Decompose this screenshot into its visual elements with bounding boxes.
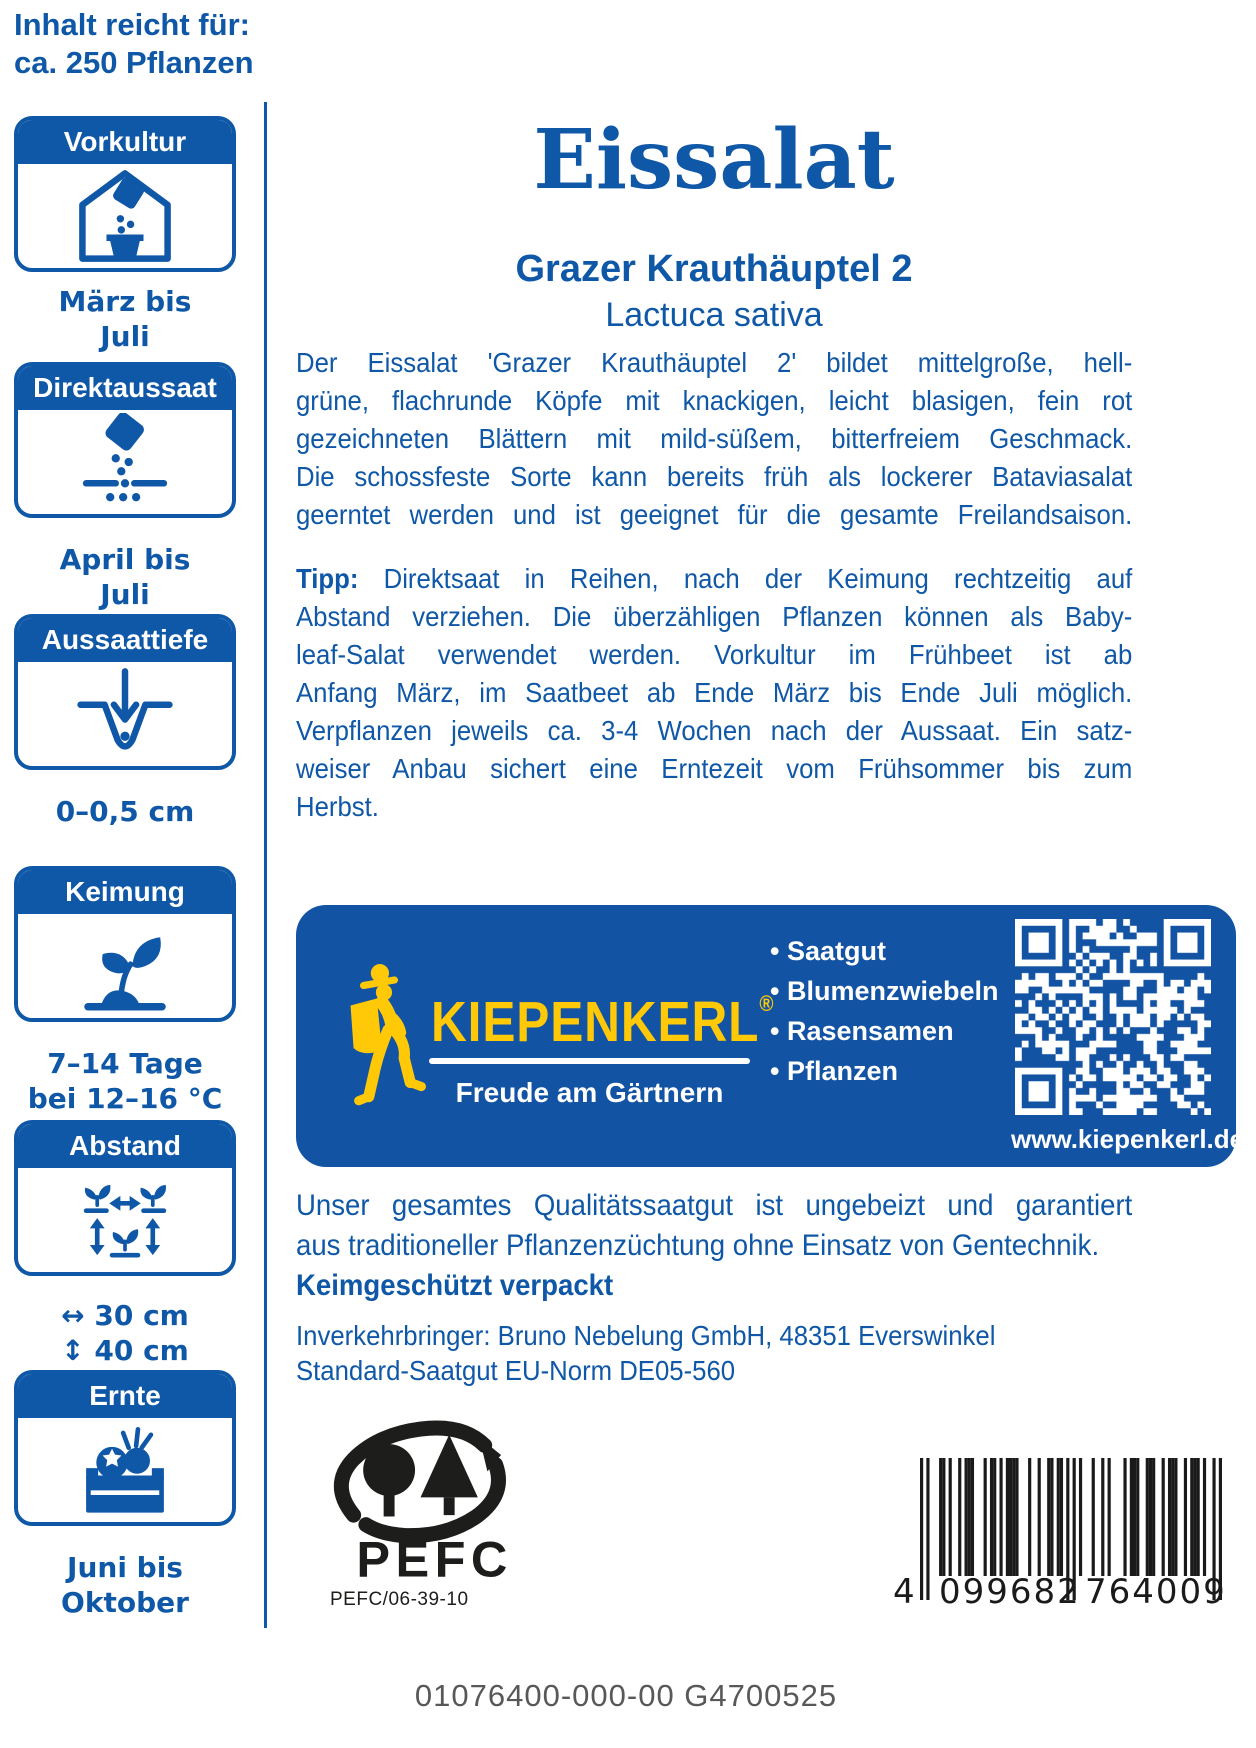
tip-label: Tipp:: [296, 563, 359, 594]
card-caption-ernte: Juni bis Oktober: [61, 1551, 189, 1619]
card-caption-direktaussaat: April bis Juli: [59, 543, 191, 611]
sowing-depth-icon: [18, 662, 232, 766]
brand-underline: [429, 1058, 750, 1064]
card-caption-abstand: ↔ 30 cm ↕ 40 cm: [61, 1299, 189, 1367]
svg-text:PEFC: PEFC: [356, 1530, 513, 1582]
brand-slogan: Freude am Gärtnern: [455, 1077, 724, 1108]
card-title: Direktaussaat: [18, 366, 232, 410]
tip-paragraph: Tipp: Direktsaat in Reihen, nach der Keimung rechtzeitig auf Abstand verziehen. Die überzähligen Pflanzen können als Baby- leaf-Salat verwendet werden. Vorkultur im Frühbeet ist ab Anfang März, im Saatbeet ab Ende März bis Ende Juli möglich. Verpflanzen jeweils ca. 3-4 Wochen nach der Aussaat. Ein satz- weiser Anbau sichert eine Erntezeit vom Frühsommer bis zum Herbst.: [296, 563, 1133, 822]
botanical-name: Lactuca sativa: [605, 296, 823, 334]
website-url: www.kiepenkerl.de: [1011, 1124, 1245, 1154]
kiepenkerl-figure-icon: [346, 961, 430, 1123]
card-title: Aussaattiefe: [18, 618, 232, 662]
content-amount: [14, 6, 254, 82]
norm-line: Standard-Saatgut EU-Norm DE05-560: [296, 1355, 736, 1386]
sidebar-card-ernte: [14, 1370, 236, 1526]
variety-name: Grazer Krauthäuptel 2: [515, 248, 913, 290]
sidebar-card-direktaussaat: [14, 362, 236, 518]
card-title: Vorkultur: [18, 120, 232, 164]
distributor-info: [296, 1318, 1132, 1388]
direct-sowing-icon: [18, 410, 232, 514]
content-amount-line1: Inhalt reicht für:: [14, 7, 250, 42]
content-amount-line2: ca. 250 Pflanzen: [14, 45, 254, 80]
germination-icon: [18, 914, 232, 1018]
description-paragraph: Der Eissalat 'Grazer Krauthäuptel 2' bildet mittelgroße, hell- grüne, flachrunde Köpfe mit knackigen, leicht blasigen, fein rot gezeichneten Blättern mit mild-süßem, bitterfreiem Geschmack. Die schossfeste Sorte kann bereits früh als lockerer Bataviasalat geerntet werden und ist geeignet für die gesamte Freilandsaison.: [296, 347, 1133, 530]
sidebar-card-keimung: [14, 866, 236, 1022]
ean-barcode: [893, 1458, 1238, 1618]
harvest-crate-icon: [18, 1418, 232, 1522]
card-title: Ernte: [18, 1374, 232, 1418]
registered-mark: ®: [759, 991, 775, 1016]
batch-code: 01076400-000-00 G4700525: [414, 1678, 838, 1713]
card-caption-vorkultur: März bis Juli: [58, 285, 192, 353]
barcode-digits-right: 764009: [1085, 1572, 1227, 1612]
card-caption-keimung: 7–14 Tage bei 12–16 °C: [27, 1047, 223, 1115]
product-item: • Rasensamen: [770, 1011, 999, 1051]
product-list: [770, 931, 999, 1091]
quality-statement: Unser gesamtes Qualitätssaatgut ist ungebeizt und garantiert aus traditioneller Pflanzenzüchtung ohne Einsatz von Gentechnik. Keimgeschützt verpackt: [296, 1186, 1132, 1306]
card-caption-aussaattiefe: 0–0,5 cm: [55, 795, 195, 828]
distributor-line: Inverkehrbringer: Bruno Nebelung GmbH, 48351 Everswinkel: [296, 1320, 996, 1351]
product-item: • Pflanzen: [770, 1051, 999, 1091]
packed-note: Keimgeschützt verpackt: [296, 1269, 614, 1302]
barcode-digit: 4: [893, 1572, 917, 1612]
sidebar-card-vorkultur: [14, 116, 236, 272]
pefc-logo: [318, 1410, 533, 1611]
barcode-digits-left: 099682: [939, 1572, 1081, 1612]
product-item: • Blumenzwiebeln: [770, 971, 999, 1011]
brand-wordmark: KIEPENKERL®: [431, 990, 775, 1054]
vertical-divider: [264, 102, 267, 1628]
plant-spacing-icon: [18, 1168, 232, 1272]
product-item: • Saatgut: [770, 931, 999, 971]
sidebar-card-aussaattiefe: [14, 614, 236, 770]
pefc-code: PEFC/06-39-10: [330, 1589, 469, 1610]
card-title: Keimung: [18, 870, 232, 914]
brand-banner: [296, 905, 1245, 1167]
qr-code: [1015, 919, 1211, 1115]
page-title: Eissalat: [533, 112, 895, 208]
sidebar-card-abstand: [14, 1120, 236, 1276]
greenhouse-sowing-icon: [18, 164, 232, 268]
card-title: Abstand: [18, 1124, 232, 1168]
